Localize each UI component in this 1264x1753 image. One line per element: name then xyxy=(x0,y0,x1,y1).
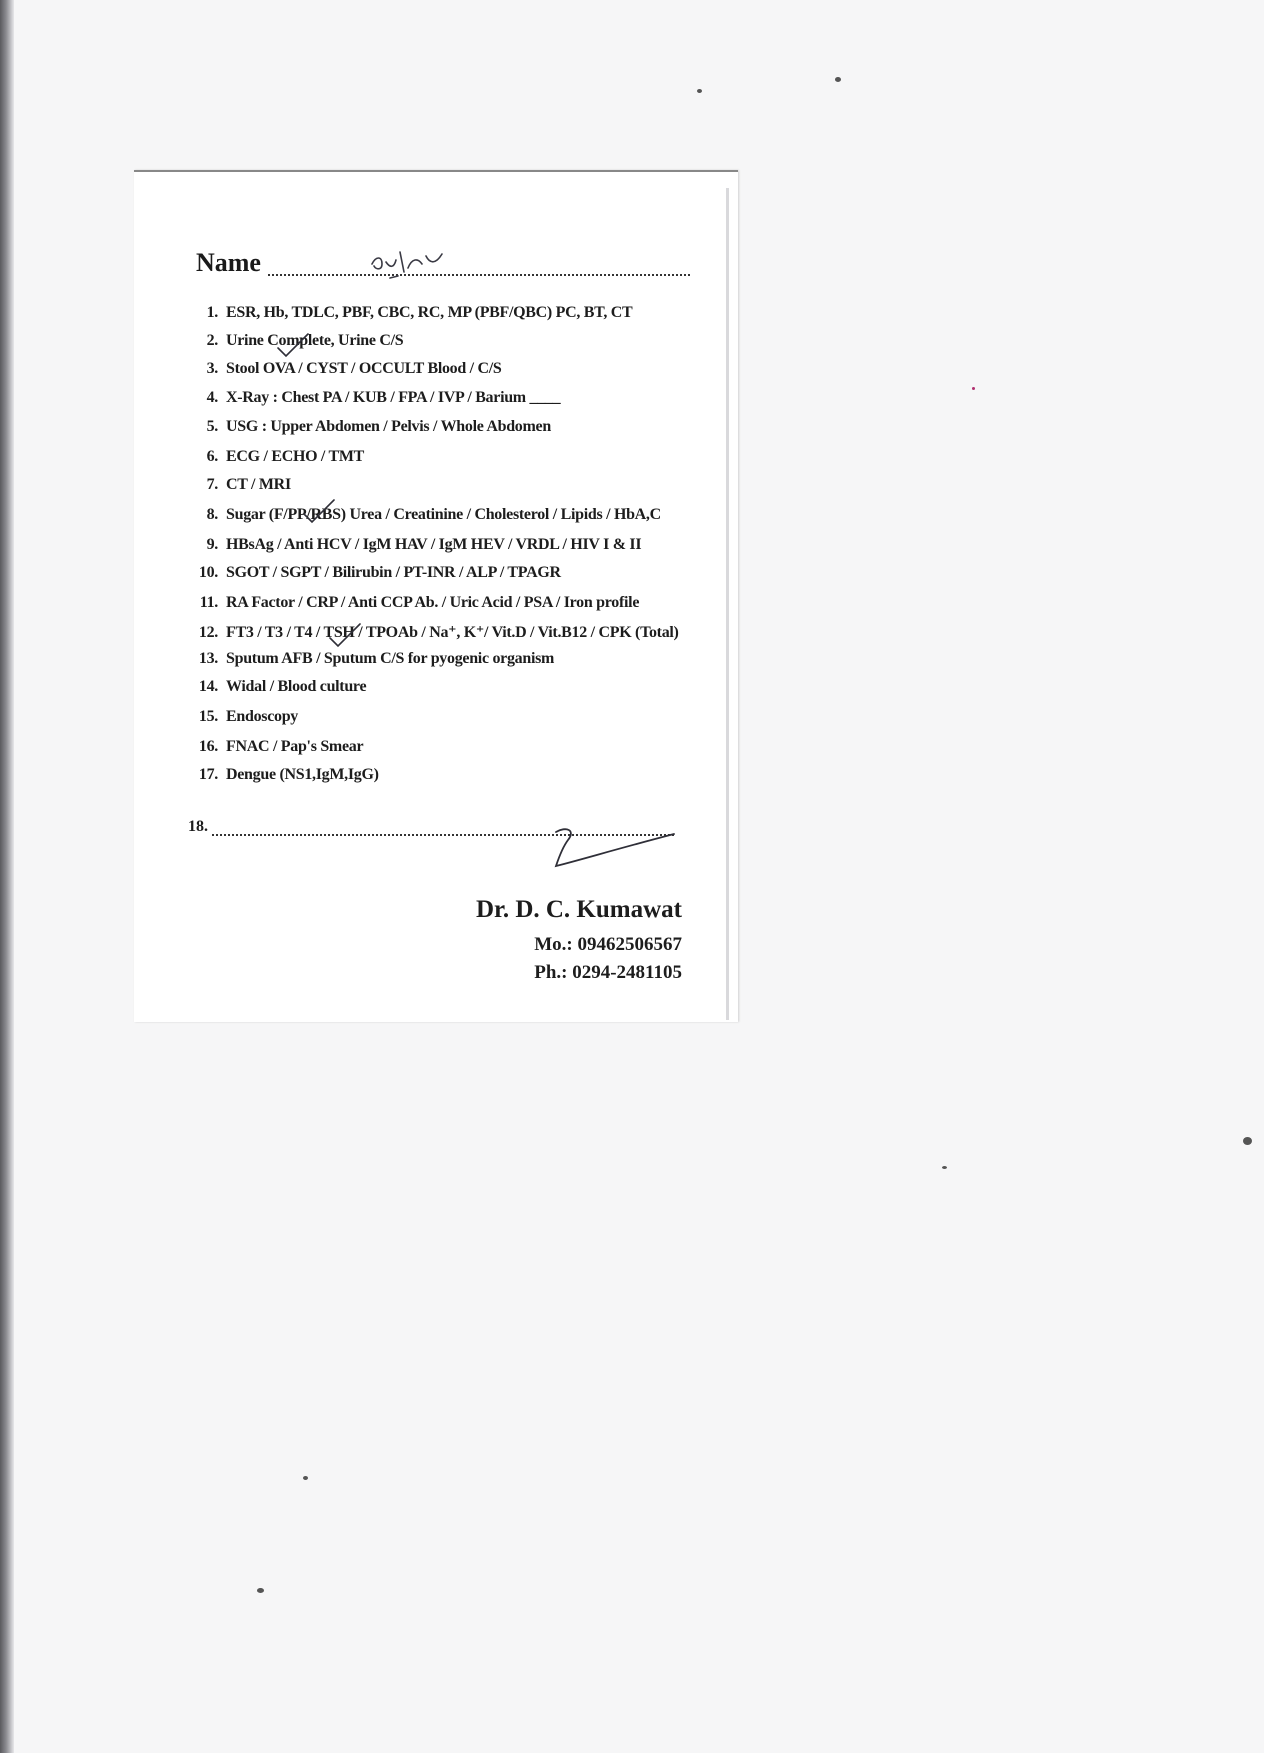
doctor-phone: Ph.: 0294-2481105 xyxy=(534,962,682,983)
handwritten-date-mark xyxy=(366,242,476,282)
test-item-number: 13. xyxy=(198,650,218,667)
test-item-number: 5. xyxy=(206,418,218,435)
test-list-item xyxy=(188,650,554,674)
test-item-text: FT3 / T3 / T4 / TSH / TPOAb / Na⁺, K⁺/ Vit.D / Vit.B12 / CPK (Total) xyxy=(226,624,679,641)
checkmark-icon xyxy=(300,496,340,526)
test-item-number: 9. xyxy=(206,536,218,553)
test-item-text: HBsAg / Anti HCV / IgM HAV / IgM HEV / VRDL / HIV I & II xyxy=(226,536,642,553)
test-item-text: FNAC / Pap's Smear xyxy=(226,738,364,755)
scan-speck xyxy=(303,1476,308,1480)
test-list-item xyxy=(188,418,551,442)
scan-edge-shadow xyxy=(0,0,14,1753)
test-item-text: SGOT / SGPT / Bilirubin / PT-INR / ALP / TPAGR xyxy=(226,564,561,581)
test-item-number: 6. xyxy=(206,448,218,465)
test-item-number: 3. xyxy=(206,360,218,377)
test-list-item xyxy=(188,738,363,762)
test-list-item xyxy=(188,476,291,500)
test-list-item xyxy=(188,622,679,646)
doctor-mobile: Mo.: 09462506567 xyxy=(534,934,682,955)
test-list-item xyxy=(188,304,632,328)
test-item-number: 2. xyxy=(206,332,218,349)
test-list-item xyxy=(188,594,639,618)
test-item-number: 16. xyxy=(198,738,218,755)
test-item-text: Widal / Blood culture xyxy=(226,678,367,695)
test-item-text: CT / MRI xyxy=(226,476,291,493)
scan-speck xyxy=(697,89,702,93)
test-item-number: 12. xyxy=(198,624,218,641)
doctor-name: Dr. D. C. Kumawat xyxy=(475,896,682,923)
test-list-item xyxy=(188,564,561,588)
test-item-number: 10. xyxy=(198,564,218,581)
scan-speck xyxy=(942,1166,947,1169)
test-list-item xyxy=(188,448,364,472)
scan-speck xyxy=(972,387,975,390)
test-item-number: 15. xyxy=(198,708,218,725)
scan-speck xyxy=(257,1588,264,1593)
test-list-item xyxy=(188,506,661,530)
item-18-number: 18. xyxy=(188,818,208,835)
test-item-number: 14. xyxy=(198,678,218,695)
test-item-number: 17. xyxy=(198,766,218,783)
test-item-number: 7. xyxy=(206,476,218,493)
test-item-text: ESR, Hb, TDLC, PBF, CBC, RC, MP (PBF/QBC) PC, BT, CT xyxy=(226,304,633,321)
test-item-text: Urine Complete, Urine C/S xyxy=(226,332,404,349)
slip-edge xyxy=(726,188,729,1020)
test-list-item xyxy=(188,536,641,560)
test-item-text: ECG / ECHO / TMT xyxy=(226,448,365,465)
test-list-item xyxy=(188,678,366,702)
scan-speck xyxy=(835,77,841,82)
test-item-number: 4. xyxy=(206,389,218,406)
test-item-text: Stool OVA / CYST / OCCULT Blood / C/S xyxy=(226,360,502,377)
checkmark-icon xyxy=(326,620,366,650)
test-item-text: X-Ray : Chest PA / KUB / FPA / IVP / Barium ____ xyxy=(226,389,561,406)
handwritten-signature xyxy=(550,824,680,870)
scan-speck xyxy=(1243,1137,1252,1145)
checkmark-icon xyxy=(274,330,314,360)
test-item-number: 8. xyxy=(206,506,218,523)
test-list-item xyxy=(188,389,560,413)
test-list-item xyxy=(188,360,502,384)
test-item-text: RA Factor / CRP / Anti CCP Ab. / Uric Acid / PSA / Iron profile xyxy=(226,594,640,611)
test-list-item xyxy=(188,708,298,732)
test-item-number: 11. xyxy=(199,594,218,611)
patient-name-row xyxy=(196,248,696,284)
test-item-text: Endoscopy xyxy=(226,708,298,725)
test-list-item xyxy=(188,766,379,790)
test-item-text: Dengue (NS1,IgM,IgG) xyxy=(226,766,379,783)
test-item-text: Sugar (F/PP/RBS) Urea / Creatinine / Cholesterol / Lipids / HbA,C xyxy=(226,506,661,523)
name-label: Name xyxy=(196,248,261,277)
name-dotted-line xyxy=(268,274,690,276)
test-item-text: USG : Upper Abdomen / Pelvis / Whole Abdomen xyxy=(226,418,551,435)
test-item-number: 1. xyxy=(206,304,218,321)
test-item-text: Sputum AFB / Sputum C/S for pyogenic organism xyxy=(226,650,555,667)
